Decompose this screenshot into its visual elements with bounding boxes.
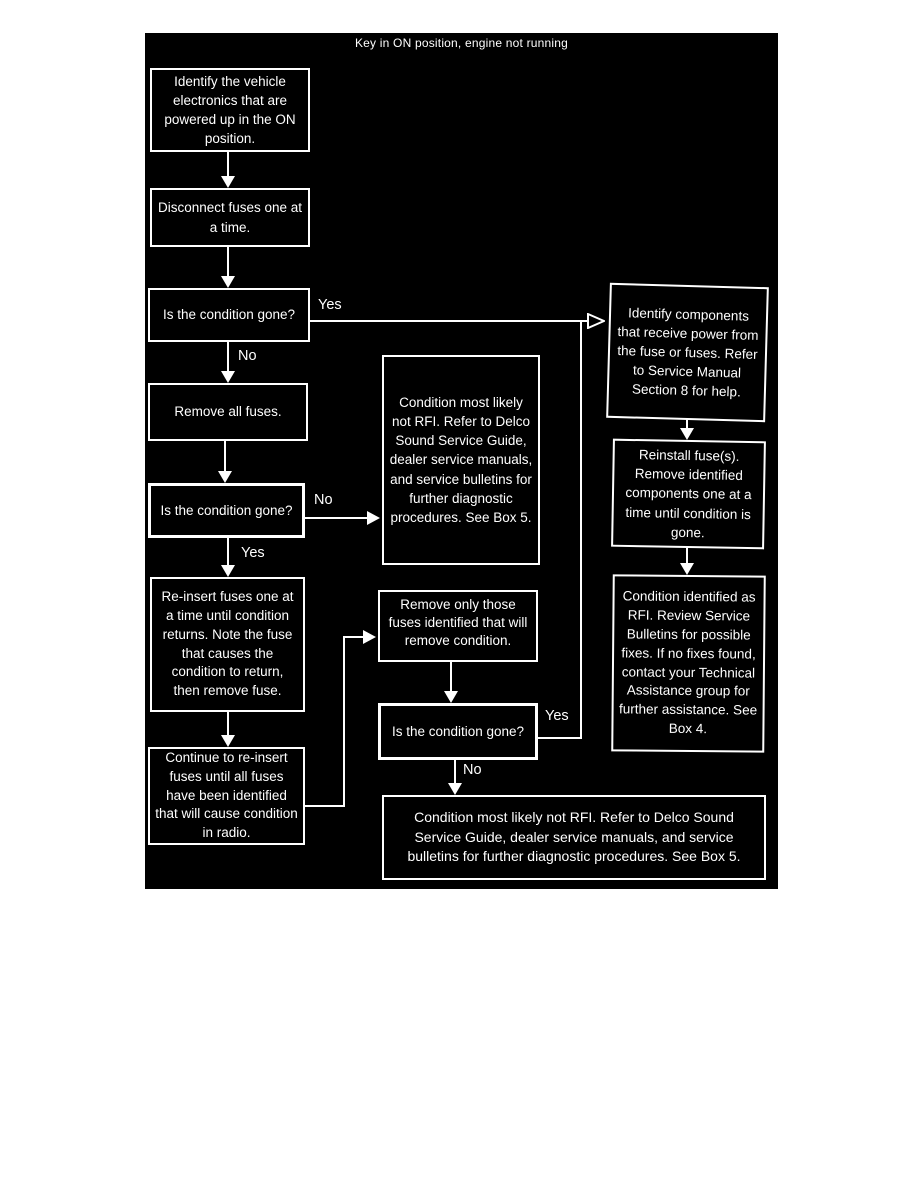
connector-no-j-to-k [454, 760, 456, 785]
connector-yes-j-vertical [580, 320, 582, 739]
node-text: Condition identified as RFI. Review Service Bulletins for possible fixes. If no fixes found, contact your Technical Assistance group for further assistance. See Box 4. [618, 588, 758, 737]
node-text: Remove all fuses. [174, 404, 282, 420]
edge-label-yes: Yes [318, 297, 342, 313]
connector-d-to-e [224, 441, 226, 473]
node-not-rfi-see-box-5 [382, 355, 540, 565]
connector-g-to-i-vertical [343, 636, 345, 807]
arrowhead-into-not-rfi-wide [448, 783, 462, 795]
arrowhead-into-reinsert-fuses [221, 565, 235, 577]
node-identify-electronics [150, 68, 310, 152]
arrowhead-into-condition-gone-2 [218, 471, 232, 483]
connector-b-to-c [227, 247, 229, 278]
node-reinsert-fuses [150, 577, 305, 712]
connector-no-e-to-not-rfi [305, 517, 369, 519]
connector-yes-c-to-identify-components [310, 320, 589, 322]
flowchart-canvas [145, 33, 778, 889]
connector-no-c-to-d [227, 342, 229, 373]
node-reinstall-fuses [611, 439, 766, 550]
arrowhead-into-continue-reinsert [221, 735, 235, 747]
node-text: Disconnect fuses one at a time. [157, 200, 303, 235]
connector-g-to-i-horizontal [305, 805, 345, 807]
flowchart-title: Key in ON position, engine not running [354, 36, 569, 50]
arrowhead-into-condition-gone-1 [221, 276, 235, 288]
edge-label-yes: Yes [241, 545, 265, 561]
connector-yes-j-horizontal [538, 737, 582, 739]
node-text: Reinstall fuse(s). Remove identified components one at a time until condition is gone. [625, 447, 752, 541]
edge-label-no: No [314, 492, 333, 508]
node-disconnect-fuses [150, 188, 310, 247]
node-condition-gone-3 [378, 703, 538, 760]
node-text: Is the condition gone? [391, 723, 525, 739]
node-text: Condition most likely not RFI. Refer to Delco Sound Service Guide, dealer service manuals, and service bulletins for further diagnostic procedures. See Box 5. [389, 394, 533, 525]
arrowhead-into-not-rfi-see-box-5 [367, 511, 380, 525]
node-condition-gone-1 [148, 288, 310, 342]
connector-g-to-i-top [343, 636, 365, 638]
node-text: Is the condition gone? [162, 307, 296, 323]
node-text: Condition most likely not RFI. Refer to Delco Sound Service Guide, dealer service manuals, and service bulletins for further diagnostic procedures. See Box 5. [407, 809, 741, 865]
arrowhead-into-remove-identified-fuses [363, 630, 376, 644]
node-identify-components [606, 283, 769, 422]
arrowhead-into-reinstall-fuses [680, 428, 694, 440]
connector-f-to-g [227, 712, 229, 737]
connector-yes-e-to-f [227, 538, 229, 567]
edge-label-yes: Yes [545, 708, 569, 724]
node-remove-all-fuses [148, 383, 308, 441]
node-text: Re-insert fuses one at a time until condition returns. Note the fuse that causes the condition to return, then remove fuse. [161, 588, 294, 699]
arrowhead-into-identify-components [587, 313, 605, 329]
node-text: Identify the vehicle electronics that are powered up in the ON position. [164, 73, 296, 147]
node-continue-reinsert [148, 747, 305, 845]
node-text: Is the condition gone? [160, 502, 293, 518]
connector-i-to-j [450, 662, 452, 693]
node-not-rfi-see-box-5-wide [382, 795, 766, 880]
arrowhead-into-disconnect-fuses [221, 176, 235, 188]
node-text: Remove only those fuses identified that will remove condition. [388, 597, 528, 648]
arrowhead-into-remove-all-fuses [221, 371, 235, 383]
arrowhead-into-condition-identified-rfi [680, 563, 694, 575]
node-remove-identified-fuses [378, 590, 538, 662]
arrowhead-into-condition-gone-3 [444, 691, 458, 703]
node-condition-gone-2 [148, 483, 305, 538]
node-text: Identify components that receive power from the fuse or fuses. Refer to Service Manual Section 8 for help. [617, 304, 759, 400]
edge-label-no: No [238, 348, 257, 364]
connector-a-to-b [227, 152, 229, 178]
edge-label-no: No [463, 762, 482, 778]
node-text: Continue to re-insert fuses until all fuses have been identified that will cause condition in radio. [155, 750, 298, 840]
node-condition-identified-rfi [611, 574, 766, 752]
